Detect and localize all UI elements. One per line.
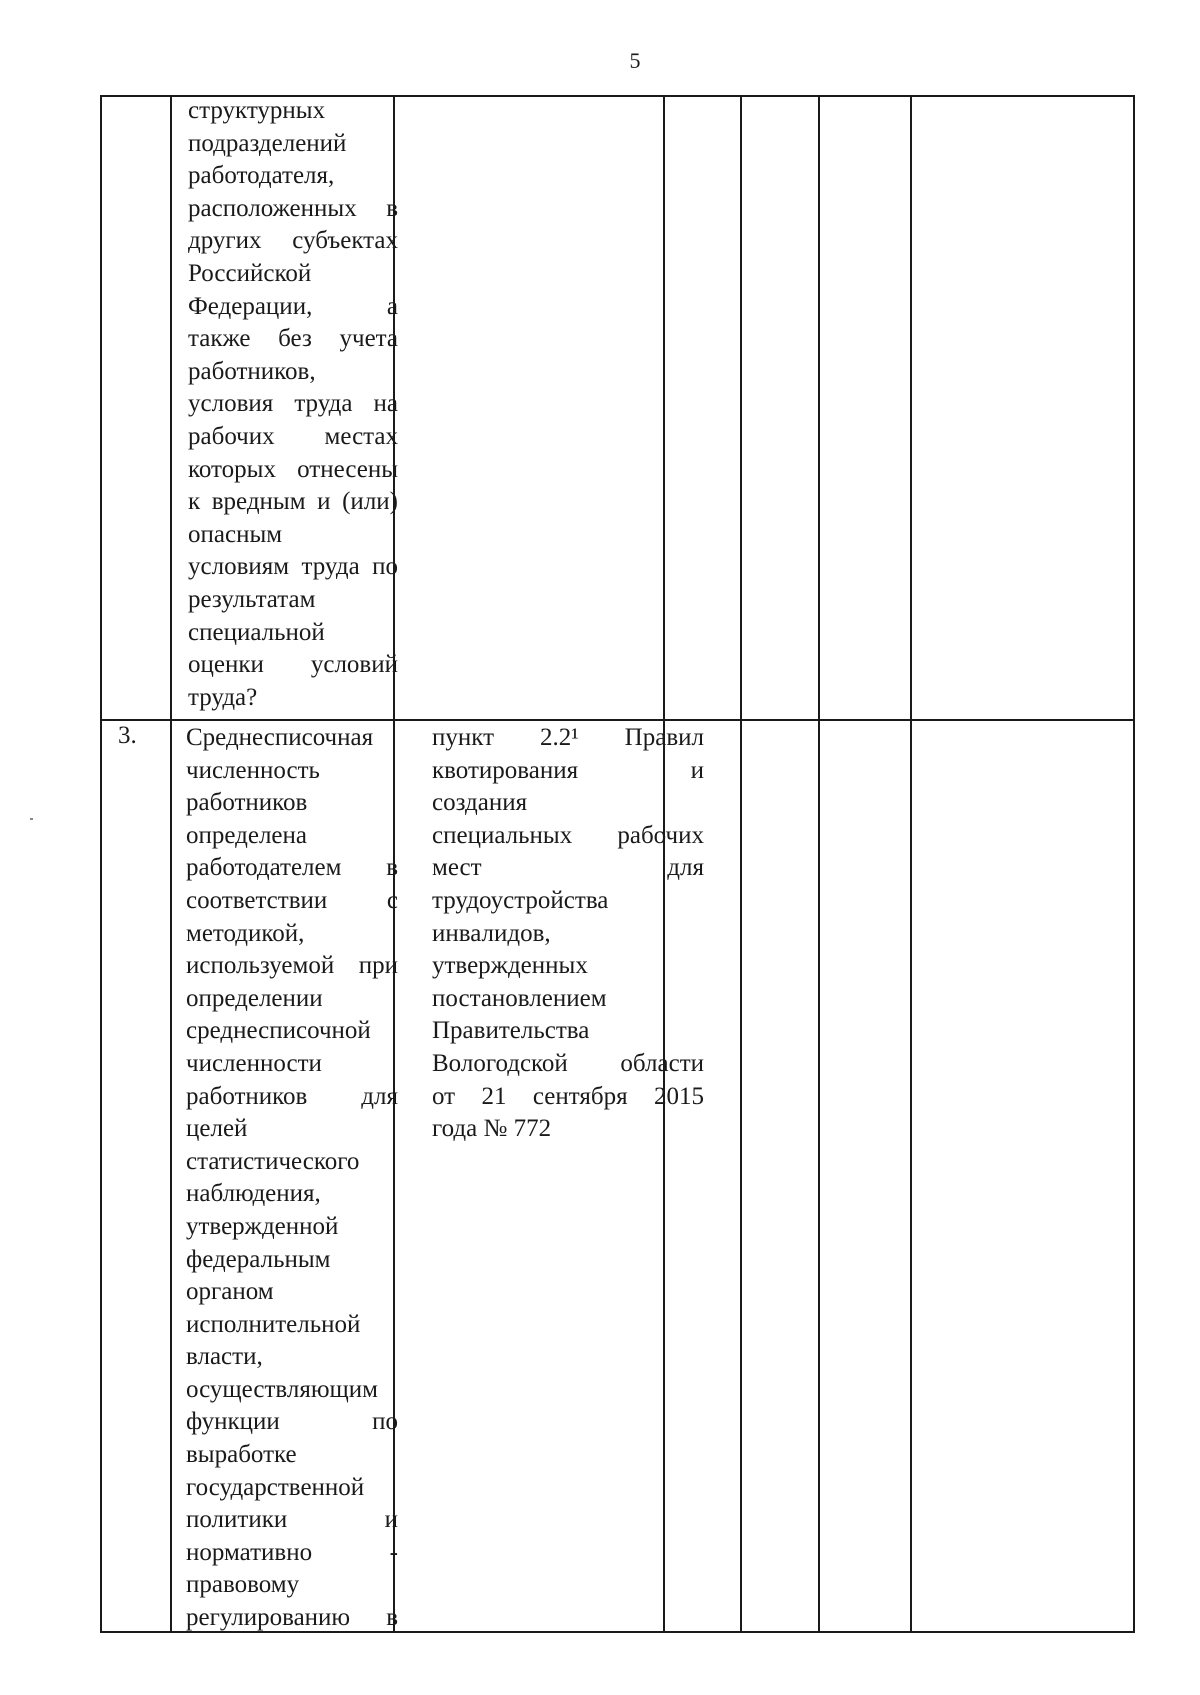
question-text-line: целей (186, 1115, 248, 1143)
question-text-line: используемой при (186, 952, 398, 980)
question-text-line: условия труда на (188, 390, 398, 418)
row-number: 3. (118, 722, 137, 749)
reference-text-line: постановлением (432, 984, 607, 1012)
question-text-line: статистического (186, 1147, 360, 1175)
question-text-line: определена (186, 821, 308, 849)
question-text-line: функции по (186, 1408, 398, 1436)
column-divider-4 (740, 95, 742, 1633)
column-divider-5 (818, 95, 820, 1633)
question-text-line: работников для (186, 1082, 398, 1110)
reference-text-line: Вологодской области (432, 1049, 704, 1077)
question-text-line: результатам (188, 585, 316, 613)
table-border-left (100, 95, 102, 1633)
question-text-line: Среднесписочная (186, 724, 374, 751)
question-text-line: численности (186, 1049, 322, 1077)
question-text-line: утвержденной (186, 1212, 339, 1240)
reference-text-line: года № 772 (432, 1115, 552, 1143)
question-text-line: специальной (188, 618, 325, 646)
question-text-line: опасным (188, 520, 283, 548)
reference-text-line: трудоустройства (432, 886, 609, 914)
question-text-line: подразделений (188, 129, 347, 157)
question-text-line: структурных (188, 97, 326, 124)
question-text-line: правовому (186, 1571, 300, 1599)
question-text-line: труда? (188, 683, 258, 711)
question-text-line: также без учета (188, 325, 398, 353)
row-continuation-question-text (188, 95, 398, 714)
question-text-line: политики и (186, 1506, 398, 1534)
reference-text-line: квотирования и (432, 756, 704, 784)
column-divider-1 (170, 95, 172, 1633)
question-text-line: которых отнесены (188, 455, 398, 483)
question-text-line: методикой, (186, 919, 305, 947)
question-text-line: работников (186, 789, 308, 817)
question-text-line: к вредным и (или) (188, 488, 398, 516)
column-divider-6 (910, 95, 912, 1633)
row-3-question-text (186, 722, 398, 1635)
question-text-line: работников, (188, 357, 316, 385)
reference-text-line: от 21 сентября 2015 (432, 1082, 704, 1110)
question-text-line: рабочих местах (188, 422, 398, 450)
question-text-line: власти, (186, 1343, 263, 1371)
reference-text-line: мест для (432, 854, 704, 882)
question-text-line: оценки условий (188, 651, 398, 679)
reference-text-line: пункт 2.2¹ Правил (432, 724, 704, 751)
scan-speck (30, 818, 33, 820)
row-divider (100, 719, 1135, 721)
question-text-line: работодателя, (188, 162, 335, 190)
question-text-line: нормативно - (186, 1538, 398, 1566)
question-text-line: Федерации, а (188, 292, 398, 320)
question-text-line: органом (186, 1278, 274, 1306)
question-text-line: определении (186, 984, 323, 1012)
question-text-line: исполнительной (186, 1310, 361, 1338)
question-text-line: расположенных в (188, 194, 398, 222)
question-text-line: Российской (188, 259, 312, 287)
reference-text-line: создания (432, 789, 528, 817)
page-number: 5 (629, 48, 641, 73)
row-3-legal-reference-text (432, 722, 704, 1146)
question-text-line: регулированию в (186, 1604, 398, 1632)
question-text-line: среднесписочной (186, 1017, 371, 1045)
question-text-line: условиям труда по (188, 553, 398, 581)
question-text-line: государственной (186, 1473, 365, 1501)
table-border-right (1133, 95, 1135, 1633)
question-text-line: других субъектах (188, 227, 398, 255)
question-text-line: наблюдения, (186, 1180, 321, 1208)
question-text-line: работодателем в (186, 854, 398, 882)
question-text-line: федеральным (186, 1245, 331, 1273)
reference-text-line: специальных рабочих (432, 821, 704, 849)
reference-text-line: инвалидов, (432, 919, 551, 947)
question-text-line: осуществляющим (186, 1375, 378, 1403)
reference-text-line: Правительства (432, 1017, 590, 1045)
question-text-line: численность (186, 756, 320, 784)
question-text-line: соответствии с (186, 886, 398, 914)
question-text-line: выработке (186, 1441, 297, 1469)
reference-text-line: утвержденных (432, 952, 588, 980)
